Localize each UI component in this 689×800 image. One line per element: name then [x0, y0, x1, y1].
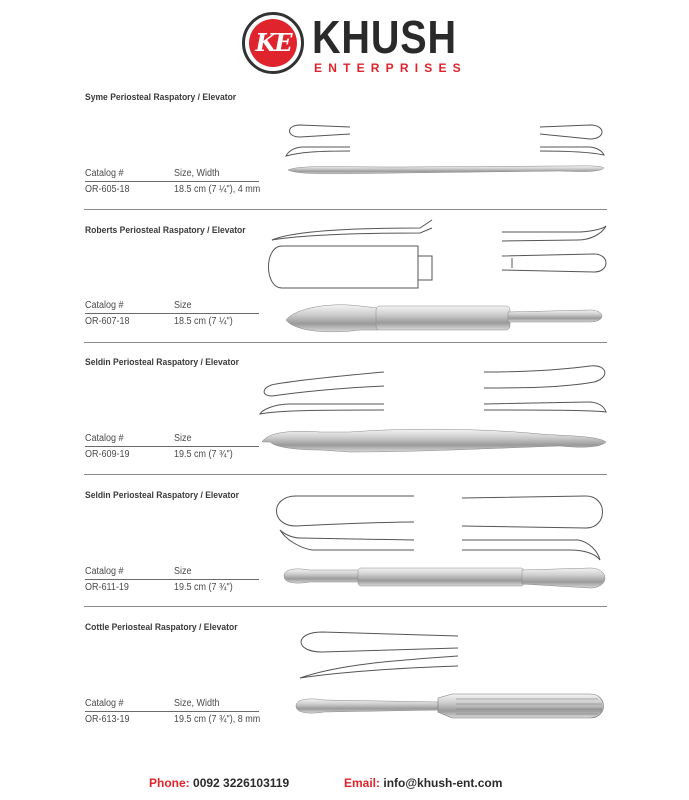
- catalog-label: Catalog #: [85, 433, 124, 444]
- product-title: Syme Periosteal Raspatory / Elevator: [85, 92, 237, 103]
- spec-value: 19.5 cm (7 ¾"): [174, 449, 233, 460]
- product-title: Seldin Periosteal Raspatory / Elevator: [85, 490, 239, 501]
- phone-value[interactable]: 0092 3226103119: [193, 776, 290, 790]
- spec-value: 19.5 cm (7 ¾"), 8 mm: [174, 714, 261, 725]
- catalog-number: OR-607-18: [85, 316, 130, 327]
- catalog-number: OR-609-19: [85, 449, 130, 460]
- spec-label: Size, Width: [174, 698, 220, 709]
- seldin-609-tip-diagram-right: [484, 366, 606, 412]
- catalog-number: OR-613-19: [85, 714, 130, 725]
- product-title: Roberts Periosteal Raspatory / Elevator: [85, 225, 246, 236]
- catalog-label: Catalog #: [85, 566, 124, 577]
- catalog-number: OR-605-18: [85, 184, 130, 195]
- catalog-label: Catalog #: [85, 300, 124, 311]
- email-label: Email:: [344, 776, 381, 790]
- logo-monogram: KE: [249, 19, 297, 67]
- syme-tip-diagram-right: [540, 125, 604, 155]
- syme-tip-diagram-left: [286, 125, 350, 156]
- spec-label: Size, Width: [174, 168, 220, 179]
- footer-email: [344, 776, 502, 790]
- seldin-611-tip-diagram-left: [277, 496, 415, 550]
- spec-label: Size: [174, 566, 192, 577]
- seldin-609-tip-diagram-left: [260, 372, 384, 414]
- phone-label: Phone:: [149, 776, 190, 790]
- syme-instrument-photo: [288, 166, 604, 174]
- footer-phone: [149, 776, 289, 790]
- spec-value: 18.5 cm (7 ¼"), 4 mm: [174, 184, 261, 195]
- spec-value: 19.5 cm (7 ¾"): [174, 582, 233, 593]
- cottle-tip-diagram: [300, 632, 458, 678]
- seldin-609-instrument-photo: [262, 429, 606, 452]
- catalog-number: OR-611-19: [85, 582, 129, 593]
- spec-label: Size: [174, 433, 192, 444]
- product-title: Cottle Periosteal Raspatory / Elevator: [85, 622, 238, 633]
- brand-subtitle: ENTERPRISES: [314, 61, 467, 75]
- seldin-611-tip-diagram-right: [462, 496, 603, 560]
- spec-label: Size: [174, 300, 192, 311]
- seldin-611-instrument-photo: [284, 568, 605, 588]
- brand-name: KHUSH: [312, 11, 457, 63]
- roberts-tip-diagram-right: [502, 226, 606, 272]
- spec-value: 18.5 cm (7 ¼"): [174, 316, 233, 327]
- email-value[interactable]: info@khush-ent.com: [383, 776, 503, 790]
- catalog-label: Catalog #: [85, 698, 124, 709]
- product-title: Seldin Periosteal Raspatory / Elevator: [85, 357, 239, 368]
- cottle-instrument-photo: [296, 694, 604, 718]
- catalog-label: Catalog #: [85, 168, 124, 179]
- roberts-instrument-photo: [286, 305, 602, 332]
- roberts-tip-diagram-left: [269, 220, 433, 288]
